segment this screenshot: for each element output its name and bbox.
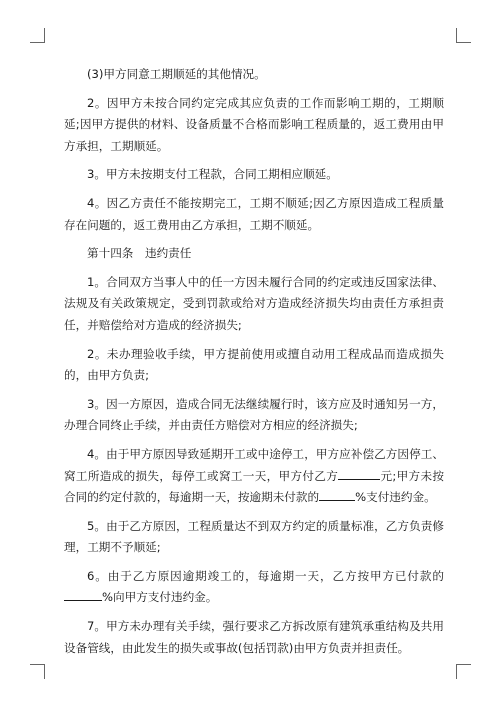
fill-blank-percent-2[interactable]: [64, 588, 102, 601]
crop-mark-top-left: [30, 28, 45, 43]
section-heading-article-14: 第十四条 违约责任: [87, 246, 192, 261]
paragraph-liability-5: 5。由于乙方原因，工程质量达不到双方约定的质量标准，乙方负责修理，工期不予顺延;: [64, 518, 444, 555]
crop-mark-bottom-left: [30, 664, 45, 679]
paragraph-liability-7: 7。甲方未办理有关手续，强行要求乙方拆改原有建筑承重结构及共用设备管线，由此发生的损失或事故(包括罚款)由甲方负责并担责任。: [64, 619, 444, 655]
liability-4-text-a: 4。由于甲方原因导致延期开工或中途停工，甲方应补偿乙方因停工、窝工所造成的损失，每停工或窝工一天，甲方付乙方: [64, 446, 444, 483]
paragraph-liability-2: 2。未办理验收手续，甲方提前使用或擅自动用工程成品而造成损失的，由甲方负责;: [64, 346, 444, 383]
liability-4-text-c: %支付违约金。: [355, 490, 436, 505]
paragraph-liability-1: 1。合同双方当事人中的任一方因未履行合同的约定或违反国家法律、法规及有关政策规定，受到罚款或给对方造成经济损失均由责任方承担责任，并赔偿给对方造成的经济损失;: [64, 274, 444, 332]
paragraph-liability-4: [64, 444, 444, 509]
paragraph-liability-6: [64, 566, 444, 609]
crop-mark-bottom-right: [456, 664, 471, 679]
paragraph-clause-2: 2。因甲方未按合同约定完成其应负责的工作而影响工期的，工期顺延;因甲方提供的材料、设备质量不合格而影响工程质量的，返工费用由甲方承担，工期顺延。: [64, 95, 444, 153]
liability-4-text-b: 元;甲方未按合同的约定付款的，每逾期一天，按逾期未付款的: [64, 468, 444, 505]
paragraph-clause-3-3: (3)甲方同意工期顺延的其他情况。: [87, 67, 266, 81]
paragraph-clause-4: 4。因乙方责任不能按期完工，工期不顺延;因乙方原因造成工程质量存在问题的，返工费用由乙方承担，工期不顺延。: [64, 195, 444, 232]
paragraph-liability-3: 3。因一方原因，造成合同无法继续履行时，该方应及时通知另一方，办理合同终止手续，并由责任方赔偿对方相应的经济损失;: [64, 396, 444, 433]
fill-blank-amount[interactable]: [338, 467, 380, 480]
crop-mark-top-right: [456, 28, 471, 43]
liability-6-text-a: 6。由于乙方原因逾期竣工的，每逾期一天，乙方按甲方已付款的: [87, 568, 444, 583]
fill-blank-percent[interactable]: [319, 488, 355, 501]
paragraph-clause-3: 3。甲方未按期支付工程款，合同工期相应顺延。: [87, 167, 338, 182]
liability-6-text-b: %向甲方支付违约金。: [102, 590, 218, 605]
document-page: [64, 64, 444, 666]
